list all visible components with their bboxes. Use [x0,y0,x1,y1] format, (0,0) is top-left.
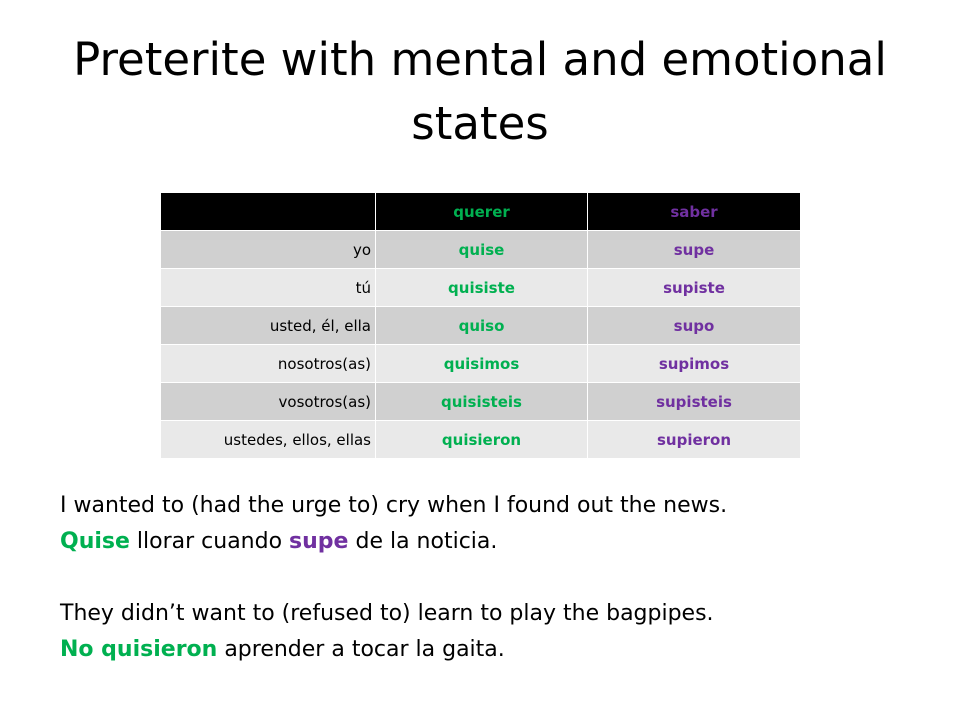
slide-title: Preterite with mental and emotional states [73,33,887,150]
pronoun-cell: yo [161,231,376,269]
table-row [161,269,801,307]
example-2-spanish [60,632,940,668]
pronoun-cell: vosotros(as) [161,383,376,421]
example-2-end-text: aprender a tocar la gaita. [217,637,505,662]
example-2-english: They didn’t want to (refused to) learn to play the bagpipes. [60,601,714,626]
header-empty-cell [161,193,376,231]
querer-form-cell: quisimos [376,345,588,383]
saber-form-cell: supieron [588,421,801,459]
header-querer: querer [376,193,588,231]
table-row [161,383,801,421]
saber-form-cell: supe [588,231,801,269]
saber-form-cell: supisteis [588,383,801,421]
table-row [161,345,801,383]
pronoun-cell: tú [161,269,376,307]
saber-form-cell: supiste [588,269,801,307]
example-1-quise: Quise [60,529,130,554]
example-1-end-text: de la noticia. [348,529,498,554]
example-1-english: I wanted to (had the urge to) cry when I found out the news. [60,493,728,518]
example-2-no-quisieron: No quisieron [60,637,218,662]
header-saber: saber [588,193,801,231]
saber-form-cell: supimos [588,345,801,383]
pronoun-cell: nosotros(as) [161,345,376,383]
table-row [161,307,801,345]
table-row [161,231,801,269]
example-1-supe: supe [289,529,349,554]
conjugation-table [160,192,801,459]
querer-form-cell: quiso [376,307,588,345]
pronoun-cell: usted, él, ella [161,307,376,345]
querer-form-cell: quisisteis [376,383,588,421]
querer-form-cell: quise [376,231,588,269]
table-row [161,421,801,459]
example-spacer [60,560,940,596]
example-1-middle-text: llorar cuando [129,529,290,554]
querer-form-cell: quisieron [376,421,588,459]
pronoun-cell: ustedes, ellos, ellas [161,421,376,459]
saber-form-cell: supo [588,307,801,345]
querer-form-cell: quisiste [376,269,588,307]
table-header-row [161,193,801,231]
example-sentences [60,488,940,668]
example-1-spanish [60,524,940,560]
